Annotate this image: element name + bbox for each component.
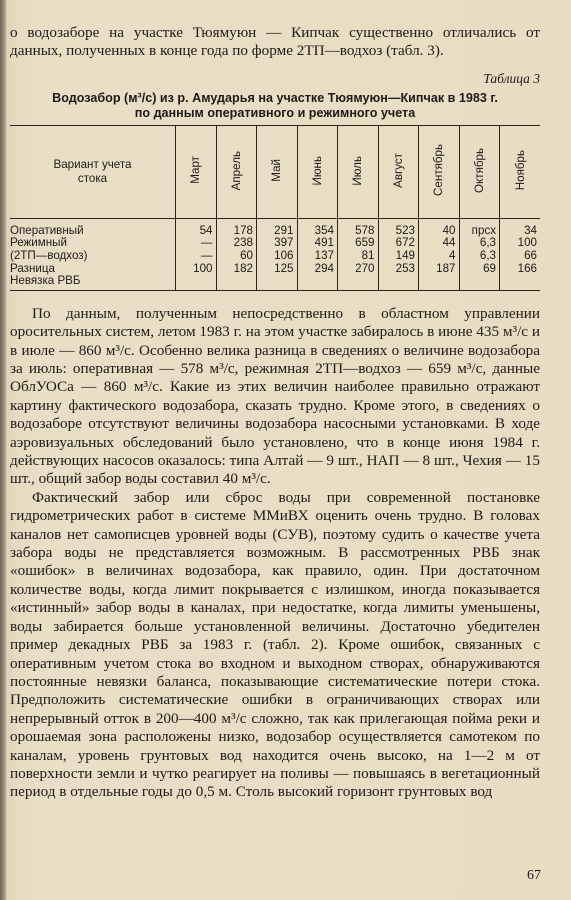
cell: —	[176, 237, 217, 250]
header-month	[176, 125, 217, 218]
month-may: Май	[270, 158, 284, 182]
cell: 166	[500, 263, 541, 276]
month-nov: Ноябрь	[513, 150, 527, 191]
cell: 354	[297, 218, 338, 237]
table-row	[10, 263, 540, 276]
intro-paragraph: о водозаборе на участке Тюямуюн — Кипчак существенно отличались от данных, полученных в конце года по форме 2ТП—водхоз (табл. 3).	[10, 24, 540, 60]
month-oct: Октябрь	[472, 147, 486, 193]
cell: —	[176, 250, 217, 263]
header-month	[419, 125, 460, 218]
cell: 6,3	[459, 237, 500, 250]
cell: 270	[338, 263, 379, 276]
cell: 238	[216, 237, 257, 250]
cell: 491	[297, 237, 338, 250]
header-month	[378, 125, 419, 218]
cell: 100	[500, 237, 541, 250]
cell	[378, 275, 419, 290]
cell: 178	[216, 218, 257, 237]
row-label: Оперативный	[10, 223, 84, 237]
month-mar: Март	[189, 156, 203, 185]
cell: 125	[257, 263, 298, 276]
cell: 397	[257, 237, 298, 250]
cell	[216, 275, 257, 290]
row-label: (2ТП—водхоз)	[10, 249, 88, 262]
cell: 187	[419, 263, 460, 276]
cell: 81	[338, 250, 379, 263]
header-month	[500, 125, 541, 218]
row-label: Разница	[10, 261, 55, 275]
page-spine-shadow	[0, 0, 6, 900]
water-intake-table	[10, 125, 540, 291]
month-jul: Июль	[351, 155, 365, 186]
cell: 44	[419, 237, 460, 250]
cell	[419, 275, 460, 290]
cell: 100	[176, 263, 217, 276]
table-row	[10, 218, 540, 237]
cell: 523	[378, 218, 419, 237]
cell	[176, 275, 217, 290]
cell	[297, 275, 338, 290]
header-variant-line-2: стока	[77, 171, 108, 185]
cell: 253	[378, 263, 419, 276]
cell: 34	[500, 218, 541, 237]
body-paragraph-2: Фактический забор или сброс воды при современной постановке гидрометрических работ в системе ММиВХ оценить очень трудно. В головах каналов нет самописцев уровней воды (СУВ), поэтому судить о качестве учета забора воды не представляется возможным. В рассмотренных РВБ знак «ошибок» в величинах водозабора, как правило, один. При достаточном количестве воды, когда лимит покрывается с излишком, иногда показывается «истинный» забор воды в каналах, при недостатке, когда лимиты уменьшены, воды забирается больше установленной величины. Достаточно убедителен пример декадных РВБ за 1983 г. (табл. 2). Кроме ошибок, связанных с оперативным учетом стока во входном и выходном створах, обнаруживаются постоянные невязки баланса, показывающие систематические потери стока. Предположить систематические ошибки в ограничивающих створах или непрерывный отток в 200—400 м³/с сложно, так как прилегающая пойма реки и орошаемая зона расположены низко, водозабор осуществляется самотеком по каналам, уровень грунтовых вод находится очень высоко, на 1—2 м от поверхности земли и чутко реагирует на поливы — повышаясь в вегетационный период в отдельные годы до 0,5 м. Столь высокий горизонт грунтовых вод	[10, 488, 540, 801]
table-title	[10, 91, 540, 121]
table-title-line-2: по данным оперативного и режимного учета	[134, 105, 416, 120]
cell: 66	[500, 250, 541, 263]
cell: 69	[459, 263, 500, 276]
cell: 291	[257, 218, 298, 237]
table-row	[10, 250, 540, 263]
header-variant	[10, 125, 176, 218]
cell: 137	[297, 250, 338, 263]
cell: 659	[338, 237, 379, 250]
cell: 578	[338, 218, 379, 237]
cell: 106	[257, 250, 298, 263]
cell: 672	[378, 237, 419, 250]
header-month	[459, 125, 500, 218]
page-content	[10, 24, 540, 802]
cell: 4	[419, 250, 460, 263]
header-month	[216, 125, 257, 218]
cell: 294	[297, 263, 338, 276]
row-label: Режимный	[10, 236, 67, 250]
table-header-row	[10, 125, 540, 218]
table-label: Таблица 3	[483, 70, 540, 86]
cell: 6,3	[459, 250, 500, 263]
cell: 54	[176, 218, 217, 237]
cell	[459, 275, 500, 290]
cell	[257, 275, 298, 290]
header-month	[297, 125, 338, 218]
cell	[338, 275, 379, 290]
month-jun: Июнь	[310, 155, 324, 186]
month-aug: Август	[391, 152, 405, 188]
cell: 182	[216, 263, 257, 276]
cell: прсх	[459, 218, 500, 237]
cell: 149	[378, 250, 419, 263]
month-apr: Апрель	[229, 150, 243, 190]
body-paragraph-1: По данным, полученным непосредственно в областном управлении оросительных систем, летом 1983 г. на этом участке забиралось в июне 435 м³/с и в июле — 860 м³/с. Особенно велика разница в сведениях о величине водозабора за июль: оперативная — 578 м³/с, режимная 2ТП—водхоз — 659 м³/с, данные ОблУОСа — 860 м³/с. Какие из этих величин наиболее правильно отражают картину фактического водозабора, сказать трудно. Кроме этого, в сведениях о водозаборе отсутствуют величины водозабора насосными установками. В ходе аэровизуальных обследований было установлено, что в конце июня 1984 г. действующих насосов оказалось: типа Алтай — 9 шт., НАП — 8 шт., Чехия — 15 шт., общий забор воды составил 40 м³/с.	[10, 304, 540, 488]
row-label: Невязка РВБ	[10, 274, 81, 288]
month-sep: Сентябрь	[432, 144, 446, 197]
cell: 40	[419, 218, 460, 237]
cell	[500, 275, 541, 290]
table-title-line-1: Водозабор (м³/с) из р. Амударья на участке Тюямуюн—Кипчак в 1983 г.	[52, 90, 498, 105]
cell: 60	[216, 250, 257, 263]
page-number: 67	[527, 868, 541, 883]
header-variant-line-1: Вариант учета	[53, 157, 132, 171]
header-month	[338, 125, 379, 218]
table-row	[10, 275, 540, 290]
header-month	[257, 125, 298, 218]
